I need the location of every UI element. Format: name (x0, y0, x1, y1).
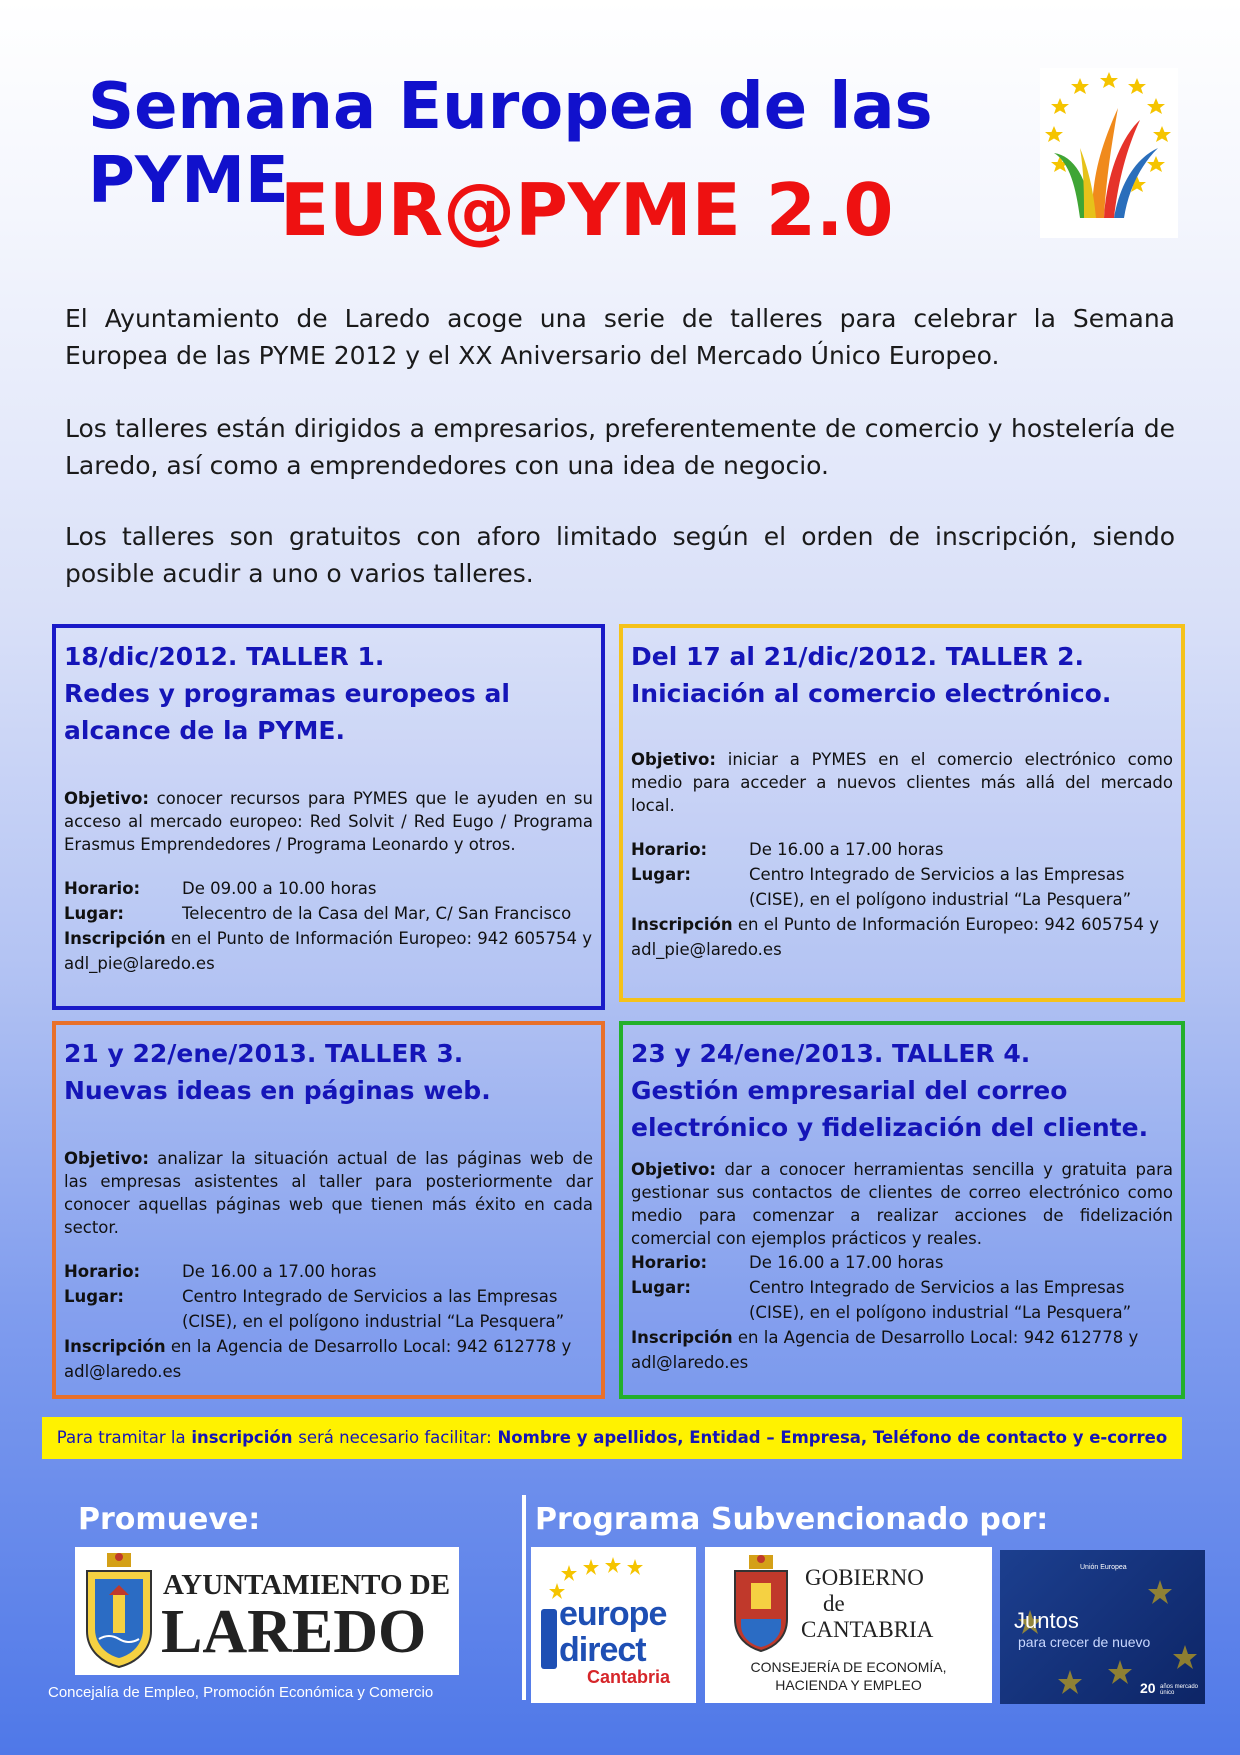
workshop-name-line1: Iniciación al comercio electrónico. (631, 679, 1112, 708)
gobierno-line2: de (823, 1591, 845, 1616)
workshop-schedule: Horario: De 09.00 a 10.00 horas (64, 879, 377, 898)
workshop-name-line1: Nuevas ideas en páginas web. (64, 1076, 491, 1105)
europe-direct-word3: Cantabria (587, 1667, 671, 1687)
workshop-name-line2: alcance de la PYME. (64, 716, 345, 745)
europe-direct-logo (531, 1547, 696, 1703)
workshop-email: adl@laredo.es (64, 1362, 182, 1381)
workshop-place: Lugar: Centro Integrado de Servicios a las Empresas (64, 1287, 558, 1306)
workshop-name-line2: electrónico y fidelización del cliente. (631, 1113, 1149, 1142)
workshop-schedule: Horario: De 16.00 a 17.00 horas (631, 840, 944, 859)
laredo-name-line1: AYUNTAMIENTO DE (163, 1569, 451, 1601)
page-subtitle: EUR@PYME 2.0 (280, 168, 894, 252)
footer-divider (522, 1495, 526, 1700)
workshop-objective: Objetivo: analizar la situación actual de las páginas web de las empresas asistentes al taller para posteriormente dar conocer aquellas páginas web que tienen más éxito en cada sector. (64, 1149, 594, 1237)
juntos-anniversary-number: 20 (1140, 1680, 1156, 1696)
workshop-name-line1: Gestión empresarial del correo (631, 1076, 1068, 1105)
workshop-place: Lugar: Centro Integrado de Servicios a las Empresas (631, 1278, 1125, 1297)
workshop-email: adl@laredo.es (631, 1353, 749, 1372)
workshop-date-title: 23 y 24/ene/2013. TALLER 4. (631, 1039, 1031, 1068)
intro-paragraph-2: Los talleres están dirigidos a empresarios, preferentemente de comercio y hostelería de Laredo, así como a emprendedores con una idea de negocio. (65, 414, 1175, 480)
juntos-campaign-logo (1000, 1550, 1205, 1704)
workshop-place-2: (CISE), en el polígono industrial “La Pesquera” (749, 1303, 1132, 1322)
europe-direct-word1: europe (559, 1595, 667, 1633)
workshop-email: adl_pie@laredo.es (64, 954, 215, 973)
workshop-place-2: (CISE), en el polígono industrial “La Pesquera” (749, 890, 1132, 909)
workshop-objective: Objetivo: conocer recursos para PYMES que le ayuden en su acceso al mercado europeo: Red Solvit / Red Eugo / Programa Erasmus Emprendedores / Programa Leonardo y otros. (64, 789, 593, 854)
workshop-card-2 (619, 624, 1185, 1002)
workshop-date-title: Del 17 al 21/dic/2012. TALLER 2. (631, 642, 1084, 671)
juntos-line1: Juntos (1014, 1608, 1079, 1633)
gobierno-line3: CANTABRIA (801, 1617, 934, 1642)
workshop-place-2: (CISE), en el polígono industrial “La Pesquera” (182, 1312, 565, 1331)
promotes-label: Promueve: (78, 1502, 261, 1537)
workshop-date-title: 21 y 22/ene/2013. TALLER 3. (64, 1039, 464, 1068)
workshop-place: Lugar: Centro Integrado de Servicios a las Empresas (631, 865, 1125, 884)
intro-paragraph-3: Los talleres son gratuitos con aforo limitado según el orden de inscripción, siendo posible acudir a uno o varios talleres. (65, 522, 1175, 588)
workshop-registration: Inscripción en el Punto de Información Europeo: 942 605754 y (64, 929, 592, 948)
intro-paragraph-1: El Ayuntamiento de Laredo acoge una serie de talleres para celebrar la Semana Europea de las PYME 2012 y el XX Aniversario del Mercado Único Europeo. (65, 304, 1175, 370)
laredo-coat-of-arms-icon (79, 1551, 159, 1671)
laredo-caption: Concejalía de Empleo, Promoción Económica y Comercio (48, 1684, 434, 1701)
laredo-name-line2: LAREDO (161, 1598, 427, 1666)
sme-week-logo (1040, 68, 1178, 238)
page-title: Semana Europea de las PYME (88, 70, 933, 218)
juntos-anniversary-label: años mercado único (1160, 1684, 1199, 1696)
workshop-registration: Inscripción en la Agencia de Desarrollo Local: 942 612778 y (64, 1337, 572, 1356)
workshop-place: Lugar: Telecentro de la Casa del Mar, C/ San Francisco (64, 904, 572, 923)
funded-label: Programa Subvencionado por: (535, 1502, 1049, 1537)
workshop-schedule: Horario: De 16.00 a 17.00 horas (64, 1262, 377, 1281)
workshop-objective: Objetivo: iniciar a PYMES en el comercio electrónico como medio para acceder a nuevos clientes más allá del mercado local. (631, 750, 1173, 815)
gobierno-sub2: HACIENDA Y EMPLEO (775, 1677, 922, 1693)
workshop-date-title: 18/dic/2012. TALLER 1. (64, 642, 385, 671)
workshop-email: adl_pie@laredo.es (631, 940, 782, 959)
gobierno-sub1: CONSEJERÍA DE ECONOMÍA, (750, 1659, 947, 1675)
europe-direct-i-icon (541, 1609, 557, 1669)
juntos-line2: para crecer de nuevo (1018, 1634, 1151, 1650)
gobierno-cantabria-logo (705, 1547, 992, 1703)
workshop-objective: Objetivo: dar a conocer herramientas sencilla y gratuita para gestionar sus contactos de clientes de correo electrónico como medio para comenzar a realizar acciones de fidelización comercial con ejemplos prácticos y reales. (631, 1160, 1173, 1248)
workshop-card-4 (619, 1021, 1185, 1399)
workshop-registration: Inscripción en la Agencia de Desarrollo Local: 942 612778 y (631, 1328, 1139, 1347)
workshop-card-3 (52, 1021, 605, 1399)
cantabria-coat-of-arms-icon (731, 1553, 791, 1653)
juntos-top-label: Unión Europea (1080, 1564, 1127, 1571)
laredo-logo (75, 1547, 459, 1675)
gobierno-line1: GOBIERNO (805, 1565, 924, 1590)
workshop-registration: Inscripción en el Punto de Información Europeo: 942 605754 y (631, 915, 1159, 934)
workshop-schedule: Horario: De 16.00 a 17.00 horas (631, 1253, 944, 1272)
europe-direct-word2: direct (559, 1631, 646, 1669)
registration-notice: Para tramitar la inscripción será necesario facilitar: Nombre y apellidos, Entidad – Empresa, Teléfono de contacto y e-correo (42, 1417, 1182, 1459)
workshop-name-line1: Redes y programas europeos al (64, 679, 510, 708)
workshop-card-1 (52, 624, 605, 1010)
